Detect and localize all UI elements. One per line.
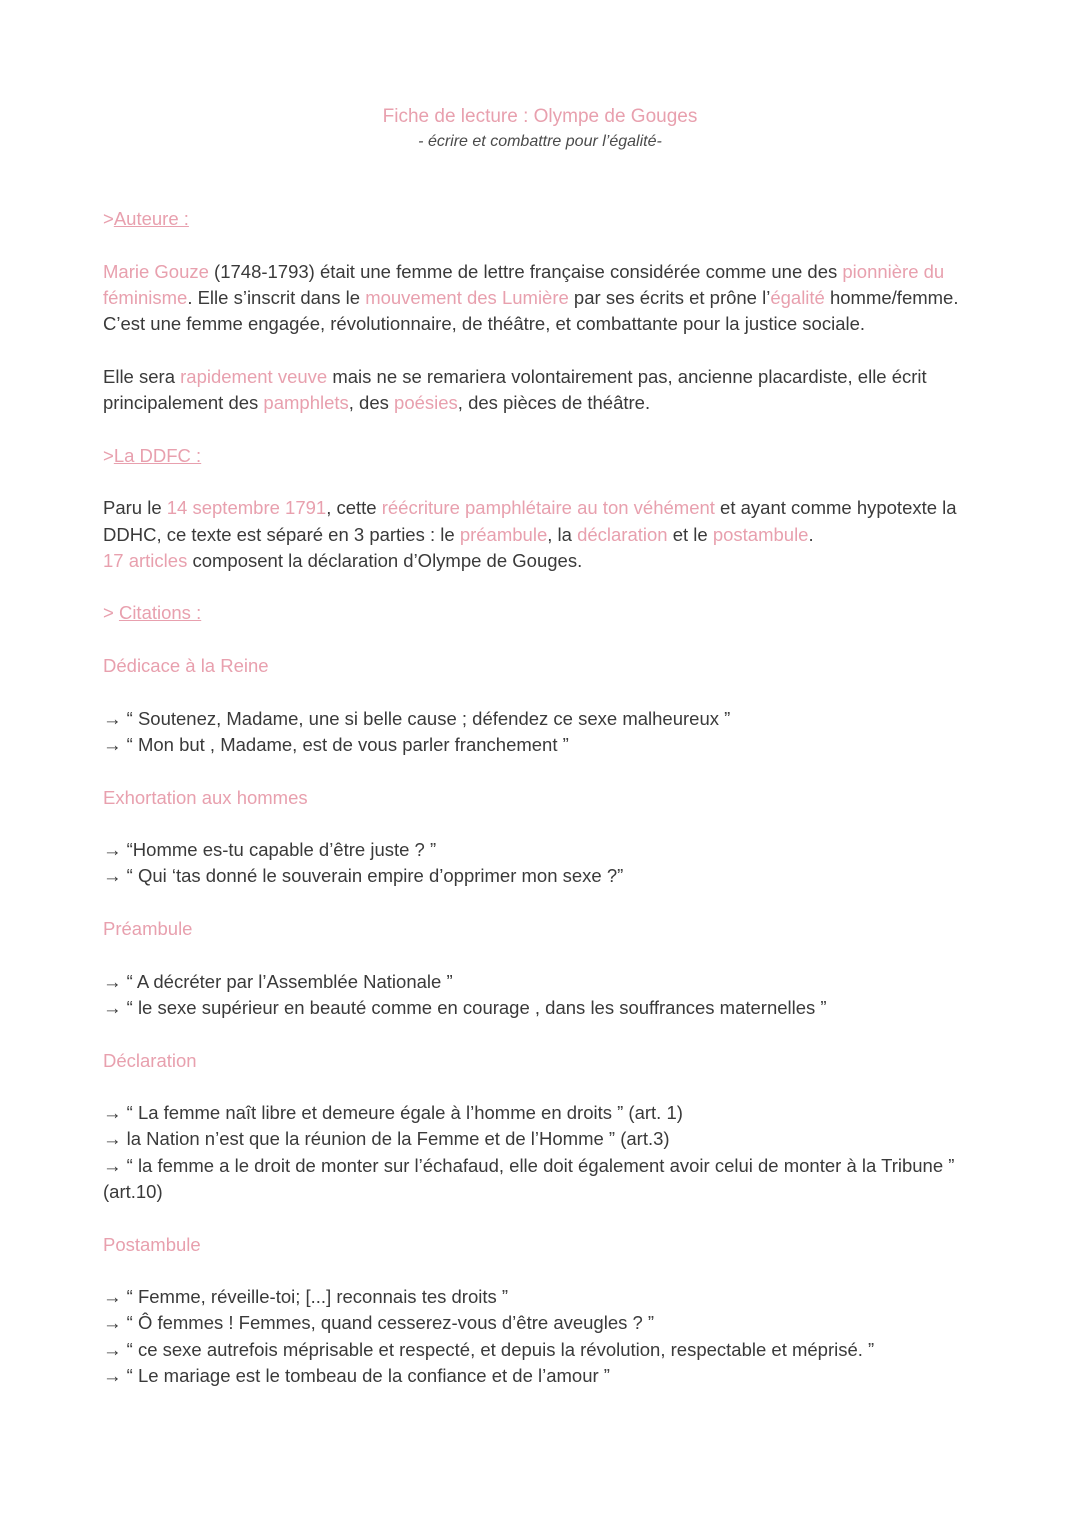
citation-quote: → “ Ô femmes ! Femmes, quand cesserez-vous d’être aveugles ? ” [103,1312,655,1334]
section-heading-citations [103,600,983,626]
citation-quote: → “ Femme, réveille-toi; [...] reconnais tes droits ” [103,1286,509,1308]
document-body [103,206,983,1416]
section-heading-auteure [103,206,983,232]
body-text: . Elle s’inscrit dans le [187,286,366,308]
citation-quote: → la Nation n’est que la réunion de la Femme et de l’Homme ” (art.3) [103,1128,670,1150]
auteure-paragraph-2 [103,364,983,417]
citation-quote: → “Homme es-tu capable d’être juste ? ” [103,839,437,861]
section-marker: > [103,444,114,466]
citation-quote: → “ la femme a le droit de monter sur l’échafaud, elle doit également avoir celui de monter à la Tribune ” (art.10) [103,1154,955,1202]
auteure-paragraph-1 [103,259,983,338]
body-text: mais ne se remariera volontairement pas, ancienne placardiste, elle écrit principalement des [103,365,927,414]
body-text: , des [348,392,395,414]
citation-group-title: Préambule [103,918,193,940]
citation-quote: → “ ce sexe autrefois méprisable et respecté, et depuis la révolution, respectable et méprisé. ” [103,1338,875,1360]
citation-groups [103,653,983,1389]
body-text: , cette [326,497,382,519]
citation-group-title: Dédicace à la Reine [103,655,269,677]
body-text: Elle sera [103,365,181,387]
highlighted-text: égalité [770,286,825,308]
citation-list [103,969,983,1022]
highlighted-text: rapidement veuve [180,365,328,387]
document-title: Fiche de lecture : Olympe de Gouges [382,106,698,127]
body-text: . [808,523,814,545]
citation-list [103,1100,983,1205]
document-header [0,104,1080,154]
section-heading-label: Auteure : [113,208,189,229]
body-text: homme/femme. C’est une femme engagée, révolutionnaire, de théâtre, et combattante pour la justice sociale. [103,286,959,335]
citation-quote: → “ Qui ‘tas donné le souverain empire d’opprimer mon sexe ?” [103,865,624,887]
highlighted-text: déclaration [577,523,668,545]
citation-group-title: Postambule [103,1233,201,1255]
ddfc-paragraph-1 [103,495,983,548]
highlighted-text: réécriture pamphlétaire au ton véhément [381,497,715,519]
section-marker: > [103,208,114,229]
citation-group-title: Déclaration [103,1049,197,1071]
citation-list [103,706,983,759]
citation-quote: → “ Mon but , Madame, est de vous parler franchement ” [103,733,569,755]
citation-list [103,1284,983,1389]
highlighted-text: Marie Gouze [103,260,209,282]
document-subtitle: - écrire et combattre pour l’égalité- [418,133,662,150]
citation-quote: → “ La femme naît libre et demeure égale à l’homme en droits ” (art. 1) [103,1102,683,1124]
body-text: et le [667,523,713,545]
body-text: (1748-1793) était une femme de lettre française considérée comme une des [208,260,843,282]
section-heading-label: La DDFC : [113,444,202,466]
body-text: composent la déclaration d’Olympe de Gouges. [187,549,583,571]
citation-group-title: Exhortation aux hommes [103,786,308,808]
section-heading-ddfc [103,443,983,469]
citation-quote: → “ le sexe supérieur en beauté comme en courage , dans les souffrances maternelles ” [103,996,827,1018]
citation-quote: → “ Soutenez, Madame, une si belle cause ; défendez ce sexe malheureux ” [103,707,731,729]
citation-quote: → “ Le mariage est le tombeau de la confiance et de l’amour ” [103,1365,610,1387]
citation-quote: → “ A décréter par l’Assemblée Nationale ” [103,970,453,992]
citation-list [103,837,983,890]
body-text: par ses écrits et prône l’ [568,286,771,308]
highlighted-text: pamphlets [263,392,349,414]
highlighted-text: 17 articles [103,549,188,571]
ddfc-paragraph-2 [103,548,983,574]
section-marker: > [103,602,114,624]
highlighted-text: postambule [712,523,809,545]
body-text: et ayant comme hypotexte la DDHC, ce texte est séparé en 3 parties : le [103,497,957,545]
body-text: Paru le [103,497,167,519]
highlighted-text: 14 septembre 1791 [166,497,327,519]
section-heading-label: Citations : [118,602,202,624]
highlighted-text: mouvement des Lumière [365,286,569,308]
highlighted-text: préambule [459,523,548,545]
highlighted-text: pionnière du féminisme [103,260,945,308]
body-text: , la [547,523,578,545]
body-text: , des pièces de théâtre. [457,392,651,414]
highlighted-text: poésies [394,392,458,414]
